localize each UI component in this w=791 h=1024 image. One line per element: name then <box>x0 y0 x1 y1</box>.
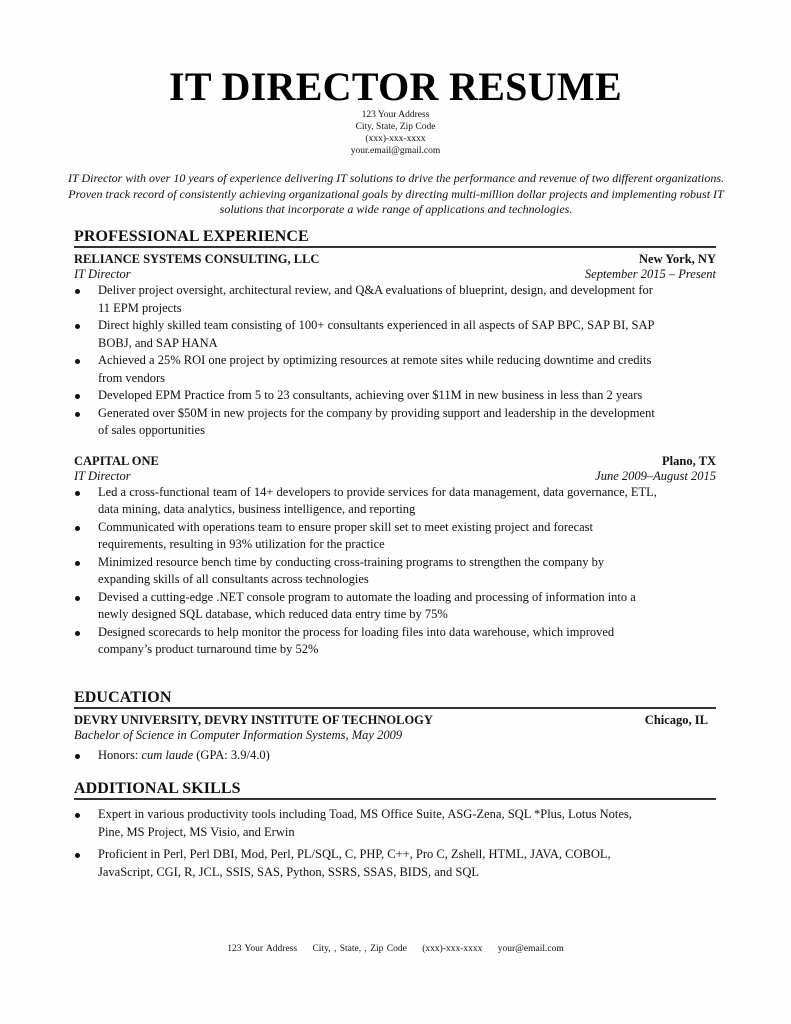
job-dates: September 2015 – Present <box>584 267 716 281</box>
contact-email: your.email@gmail.com <box>350 146 441 156</box>
bullet-icon <box>75 631 80 636</box>
job-bullet-list <box>74 282 716 440</box>
education-section <box>74 689 716 765</box>
education-heading: EDUCATION <box>74 689 716 709</box>
job-entry <box>74 453 716 659</box>
job-location: Plano, TX <box>662 453 716 468</box>
contact-phone: (xxx)-xxx-xxxx <box>365 134 426 144</box>
bullet-icon <box>75 526 80 531</box>
skills-bullet-list <box>74 806 716 881</box>
bullet-icon <box>75 853 80 858</box>
list-item: Devised a cutting-edge .NET console program to automate the loading and processing of information into a newly designed SQL database, which reduced data entry time by 75% <box>74 589 658 624</box>
education-entry <box>74 712 716 765</box>
job-company: CAPITAL ONE <box>74 453 159 468</box>
job-role: IT Director <box>74 267 131 281</box>
list-item: Direct highly skilled team consisting of 100+ consultants experienced in all aspects of SAP BPC, SAP BI, SAP BOBJ, and SAP HANA <box>74 317 658 352</box>
honors-gpa: (GPA: 3.9/4.0) <box>193 748 270 762</box>
contact-city-state-zip: City, State, Zip Code <box>355 122 436 132</box>
resume-title: IT DIRECTOR RESUME <box>169 64 622 109</box>
footer-phone: (xxx)-xxx-xxxx <box>422 944 483 954</box>
bullet-icon <box>75 324 80 329</box>
list-item: Proficient in Perl, Perl DBI, Mod, Perl, PL/SQL, C, PHP, C++, Pro C, Zshell, HTML, JAVA, COBOL, JavaScript, CGI, R, JCL, SSIS, SAS, Python, SSRS, SSAS, BIDS, and SQL <box>74 846 658 881</box>
honors-value: cum laude <box>141 748 194 762</box>
summary-paragraph: IT Director with over 10 years of experience delivering IT solutions to drive the performance and revenue of two different organizations. Proven track record of consistently achieving organizational goals by directing multi-million dollar projects and implementing robust IT solutions that incorporate a wide range of applications and technologies. <box>67 171 724 216</box>
experience-heading: PROFESSIONAL EXPERIENCE <box>74 228 716 248</box>
job-bullet-list <box>74 484 716 659</box>
list-item <box>74 747 658 765</box>
bullet-icon <box>75 813 80 818</box>
skills-section <box>74 780 716 881</box>
skills-heading: ADDITIONAL SKILLS <box>74 780 716 800</box>
bullet-icon <box>75 394 80 399</box>
job-entry <box>74 251 716 440</box>
list-item: Deliver project oversight, architectural review, and Q&A evaluations of blueprint, design, and development for 11 EPM projects <box>74 282 658 317</box>
bullet-icon <box>75 754 80 759</box>
footer-address: 123 Your Address <box>227 944 298 954</box>
list-item: Communicated with operations team to ensure proper skill set to meet existing project and forecast requirements, resulting in 93% utilization for the practice <box>74 519 658 554</box>
bullet-icon <box>75 561 80 566</box>
education-bullet-list <box>74 747 716 765</box>
education-location: Chicago, IL <box>644 713 708 727</box>
list-item: Minimized resource bench time by conducting cross-training programs to strengthen the company by expanding skills of all consultants across technologies <box>74 554 658 589</box>
bullet-icon <box>75 359 80 364</box>
job-role: IT Director <box>74 468 131 483</box>
contact-address: 123 Your Address <box>361 110 430 120</box>
list-item: Developed EPM Practice from 5 to 23 consultants, achieving over $11M in new business in less than 2 years <box>74 387 658 405</box>
bullet-icon <box>75 289 80 294</box>
list-item: Achieved a 25% ROI one project by optimizing resources at remote sites while reducing downtime and credits from vendors <box>74 352 658 387</box>
contact-block <box>0 109 791 157</box>
education-degree: Bachelor of Science in Computer Information Systems, May 2009 <box>74 728 403 742</box>
footer-email: your@email.com <box>497 944 564 954</box>
job-company: RELIANCE SYSTEMS CONSULTING, LLC <box>74 252 320 266</box>
bullet-icon <box>75 596 80 601</box>
footer-contact <box>0 944 791 954</box>
bullet-icon <box>75 491 80 496</box>
footer-city: City, , State, , Zip Code <box>312 944 407 954</box>
list-item: Generated over $50M in new projects for the company by providing support and leadership in the development of sales opportunities <box>74 405 658 440</box>
experience-section <box>74 228 716 659</box>
education-school: DEVRY UNIVERSITY, DEVRY INSTITUTE OF TECHNOLOGY <box>74 713 433 727</box>
bullet-icon <box>75 412 80 417</box>
job-location: New York, NY <box>639 252 716 266</box>
list-item: Expert in various productivity tools including Toad, MS Office Suite, ASG-Zena, SQL *Plus, Lotus Notes, Pine, MS Project, MS Visio, and Erwin <box>74 806 658 841</box>
list-item: Led a cross-functional team of 14+ developers to provide services for data management, data governance, ETL, data mining, data analytics, business intelligence, and reporting <box>74 484 658 519</box>
honors-label: Honors: <box>98 748 142 762</box>
job-dates: June 2009–August 2015 <box>595 468 716 483</box>
list-item: Designed scorecards to help monitor the process for loading files into data warehouse, which improved company’s product turnaround time by 52% <box>74 624 658 659</box>
